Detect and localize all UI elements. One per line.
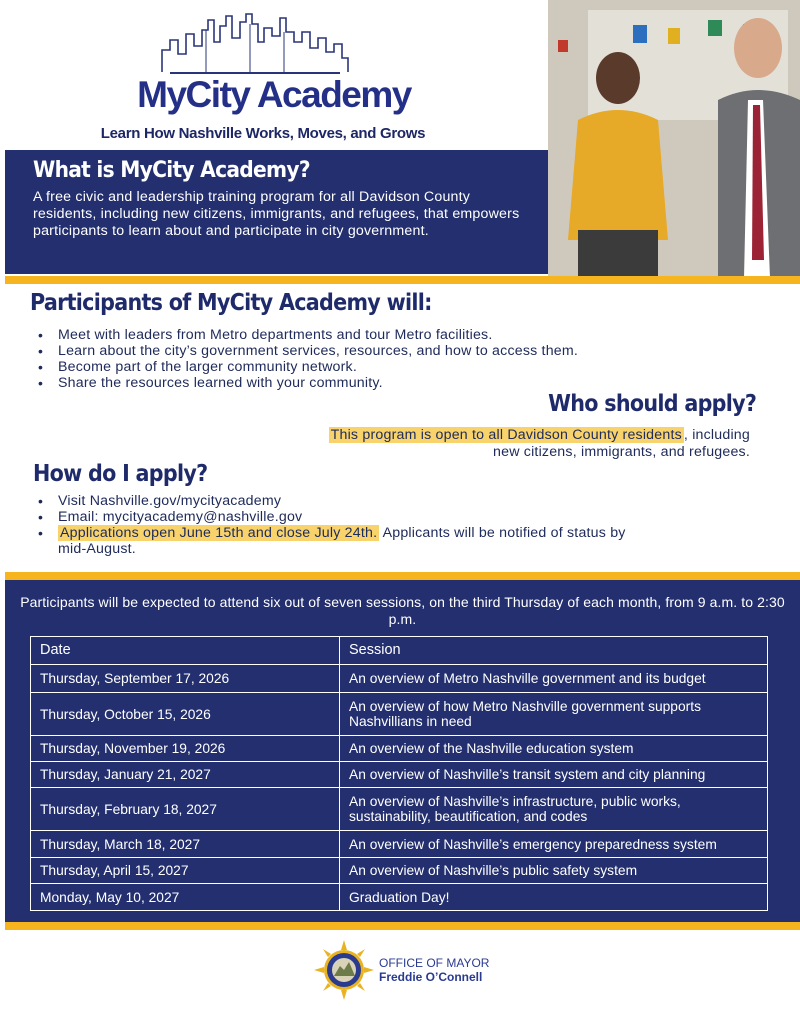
session-date: Thursday, March 18, 2027 xyxy=(31,831,340,858)
session-topic: An overview of Nashville’s public safety system xyxy=(340,858,768,884)
session-date: Thursday, April 15, 2027 xyxy=(31,858,340,884)
list-item: • Meet with leaders from Metro departments and tour Metro facilities. xyxy=(38,327,578,343)
list-item: • Become part of the larger community network. xyxy=(38,359,578,375)
sessions-table xyxy=(30,636,768,911)
mayor-name: Freddie O’Connell xyxy=(379,970,483,984)
session-date: Thursday, February 18, 2027 xyxy=(31,788,340,831)
gold-divider xyxy=(5,276,800,284)
column-header-date: Date xyxy=(31,637,340,665)
column-header-session: Session xyxy=(340,637,768,665)
session-topic: An overview of how Metro Nashville government supports Nashvillians in need xyxy=(340,693,768,736)
highlighted-text: This program is open to all Davidson County residents xyxy=(330,427,682,443)
session-topic: An overview of the Nashville education system xyxy=(340,736,768,762)
visit-link[interactable]: • Visit Nashville.gov/mycityacademy xyxy=(38,493,638,509)
brand-tagline: Learn How Nashville Works, Moves, and Grows xyxy=(100,125,426,142)
list-item: • Share the resources learned with your community. xyxy=(38,375,578,391)
table-header-row xyxy=(31,637,768,665)
session-date: Thursday, September 17, 2026 xyxy=(31,665,340,693)
gold-divider xyxy=(5,922,800,930)
session-topic: An overview of Nashville’s transit system and city planning xyxy=(340,762,768,788)
city-seal-icon xyxy=(314,940,374,1000)
what-is-heading: What is MyCity Academy? xyxy=(33,158,310,183)
who-should-apply-heading: Who should apply? xyxy=(547,391,756,417)
session-date: Thursday, November 19, 2026 xyxy=(31,736,340,762)
how-to-apply-heading: How do I apply? xyxy=(33,461,208,487)
list-item xyxy=(38,525,638,557)
who-rest-text: , including new citizens, immigrants, and refugees. xyxy=(493,427,750,460)
office-label: OFFICE OF MAYOR xyxy=(379,956,490,970)
session-date: Thursday, January 21, 2027 xyxy=(31,762,340,788)
table-row xyxy=(31,884,768,911)
session-topic: An overview of Metro Nashville government and its budget xyxy=(340,665,768,693)
table-row xyxy=(31,693,768,736)
how-to-apply-list xyxy=(38,493,638,557)
table-row xyxy=(31,858,768,884)
schedule-section xyxy=(5,580,800,922)
what-is-body: A free civic and leadership training program for all Davidson County residents, including new citizens, immigrants, and refugees, that empowers participants to learn about and participate in city government. xyxy=(33,189,520,239)
session-date: Thursday, October 15, 2026 xyxy=(31,693,340,736)
table-row xyxy=(31,736,768,762)
list-item: • Learn about the city’s government services, resources, and how to access them. xyxy=(38,343,578,359)
session-topic: An overview of Nashville’s emergency preparedness system xyxy=(340,831,768,858)
session-topic: Graduation Day! xyxy=(340,884,768,911)
email-link[interactable]: • Email: mycityacademy@nashville.gov xyxy=(38,509,638,525)
hero-photo xyxy=(548,0,800,278)
applications-notice: Applicants will be notified of status by mid-August. xyxy=(58,525,626,557)
people-photo-illustration xyxy=(548,0,800,278)
gold-divider xyxy=(5,572,800,580)
skyline-logo-icon xyxy=(160,12,350,74)
table-row xyxy=(31,762,768,788)
what-is-section xyxy=(5,150,548,274)
session-date: Monday, May 10, 2027 xyxy=(31,884,340,911)
session-topic: An overview of Nashville’s infrastructure, public works, sustainability, beautification, and codes xyxy=(340,788,768,831)
applications-dates: Applications open June 15th and close July 24th. xyxy=(60,525,378,541)
brand-title: MyCity Academy xyxy=(137,74,411,115)
participants-list xyxy=(38,327,578,391)
participants-heading: Participants of MyCity Academy will: xyxy=(30,290,432,316)
who-should-apply-text xyxy=(300,427,750,461)
mayor-office xyxy=(379,956,489,984)
schedule-note: Participants will be expected to attend six out of seven sessions, on the third Thursday of each month, from 9 a.m. to 2:30 p.m. xyxy=(20,594,785,627)
table-row xyxy=(31,831,768,858)
brand-header xyxy=(0,0,548,150)
table-row xyxy=(31,665,768,693)
table-row xyxy=(31,788,768,831)
